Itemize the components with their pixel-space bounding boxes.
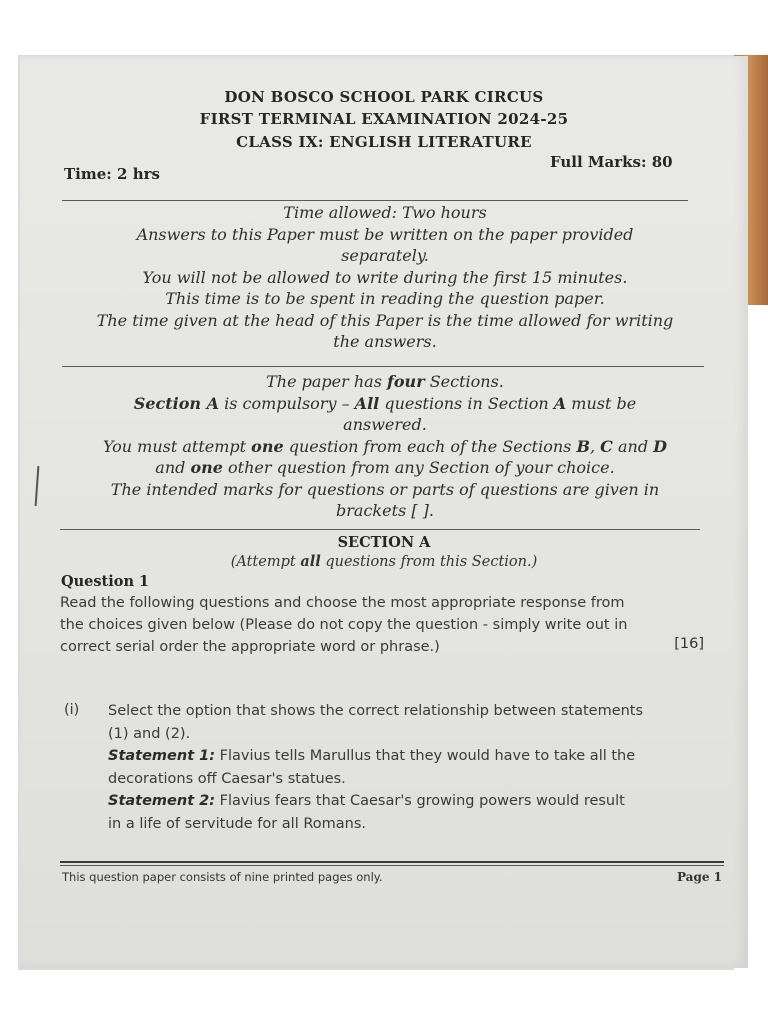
text-span: (Attempt xyxy=(230,554,301,570)
school-name: DON BOSCO SCHOOL PARK CIRCUS xyxy=(224,88,544,106)
emphasis: all xyxy=(300,553,321,570)
statement-1-cont: decorations off Caesar's statues. xyxy=(108,770,346,787)
divider xyxy=(62,366,704,367)
sections-info-line xyxy=(55,457,715,479)
emphasis: one xyxy=(190,458,223,477)
emphasis: C xyxy=(600,436,613,456)
divider xyxy=(60,529,700,530)
section-a-title: SECTION A xyxy=(337,534,431,551)
time-label: Time: 2 hrs xyxy=(64,165,160,183)
text-span: and xyxy=(612,436,654,456)
sections-info-line: The intended marks for questions or parts of questions are given in xyxy=(110,479,660,499)
sections-info-block xyxy=(55,371,715,522)
exam-title: FIRST TERMINAL EXAMINATION 2024-25 xyxy=(199,110,569,128)
emphasis: A xyxy=(553,393,567,413)
question-line: correct serial order the appropriate word or phrase.) xyxy=(60,639,440,655)
instruction-line: Answers to this Paper must be written on the paper provided xyxy=(136,224,634,244)
statement-text: Flavius fears that Caesar's growing powers would result xyxy=(215,793,625,809)
sections-info-line xyxy=(55,393,715,415)
item-number: (i) xyxy=(64,702,80,718)
instruction-line: separately. xyxy=(341,246,429,265)
emphasis: D xyxy=(653,436,668,456)
footer-divider xyxy=(60,865,724,866)
instruction-line: Time allowed: Two hours xyxy=(283,203,487,222)
emphasis: one xyxy=(251,436,284,456)
sections-info-line xyxy=(55,436,715,458)
question-line: Read the following questions and choose the most appropriate response from xyxy=(60,595,625,611)
text-span: , xyxy=(589,436,601,456)
sections-info-line xyxy=(55,371,715,393)
text-span: and xyxy=(155,458,191,477)
sections-info-line: answered. xyxy=(343,415,427,434)
question-text xyxy=(60,592,705,658)
text-span: You must attempt xyxy=(102,436,252,456)
full-marks-label: Full Marks: 80 xyxy=(550,153,673,171)
emphasis: All xyxy=(354,393,380,413)
sections-info-line: brackets [ ]. xyxy=(336,501,434,520)
emphasis: B xyxy=(576,436,590,456)
divider xyxy=(62,200,688,201)
emphasis: Section A xyxy=(133,393,220,413)
text-span: questions from this Section.) xyxy=(320,554,538,570)
text-span: questions in Section xyxy=(379,393,554,413)
item-line: (1) and (2). xyxy=(108,725,191,742)
class-subject: CLASS IX: ENGLISH LITERATURE xyxy=(236,133,532,151)
footer-divider xyxy=(60,861,724,863)
item-line: Select the option that shows the correct relationship between statements xyxy=(108,703,644,719)
page-number: Page 1 xyxy=(676,870,722,884)
text-span: other question from any Section of your choice. xyxy=(222,458,615,477)
text-span: must be xyxy=(566,393,637,413)
statement-label: Statement 2: xyxy=(108,793,216,809)
text-span: Sections. xyxy=(424,372,504,391)
question-marks: [16] xyxy=(674,636,704,652)
footer-note: This question paper consists of nine printed pages only. xyxy=(62,870,383,884)
statement-2 xyxy=(108,790,720,813)
emphasis: four xyxy=(387,372,425,391)
instructions-block xyxy=(55,202,715,353)
question-title: Question 1 xyxy=(61,573,150,590)
text-span: is compulsory – xyxy=(219,393,355,413)
text-span: The paper has xyxy=(266,372,387,391)
question-line: the choices given below (Please do not copy the question - simply write out in xyxy=(60,617,628,633)
statement-label: Statement 1: xyxy=(108,748,216,764)
question-item xyxy=(108,700,720,835)
section-a-subtitle xyxy=(0,553,768,570)
instruction-line: the answers. xyxy=(333,332,437,351)
instruction-line: The time given at the head of this Paper is the time allowed for writing xyxy=(96,310,674,330)
statement-2-cont: in a life of servitude for all Romans. xyxy=(108,815,367,832)
instruction-line: This time is to be spent in reading the question paper. xyxy=(165,289,605,308)
instruction-line: You will not be allowed to write during the first 15 minutes. xyxy=(142,267,628,287)
statement-1 xyxy=(108,745,720,768)
text-span: question from each of the Sections xyxy=(283,436,577,456)
statement-text: Flavius tells Marullus that they would have to take all the xyxy=(215,748,636,764)
